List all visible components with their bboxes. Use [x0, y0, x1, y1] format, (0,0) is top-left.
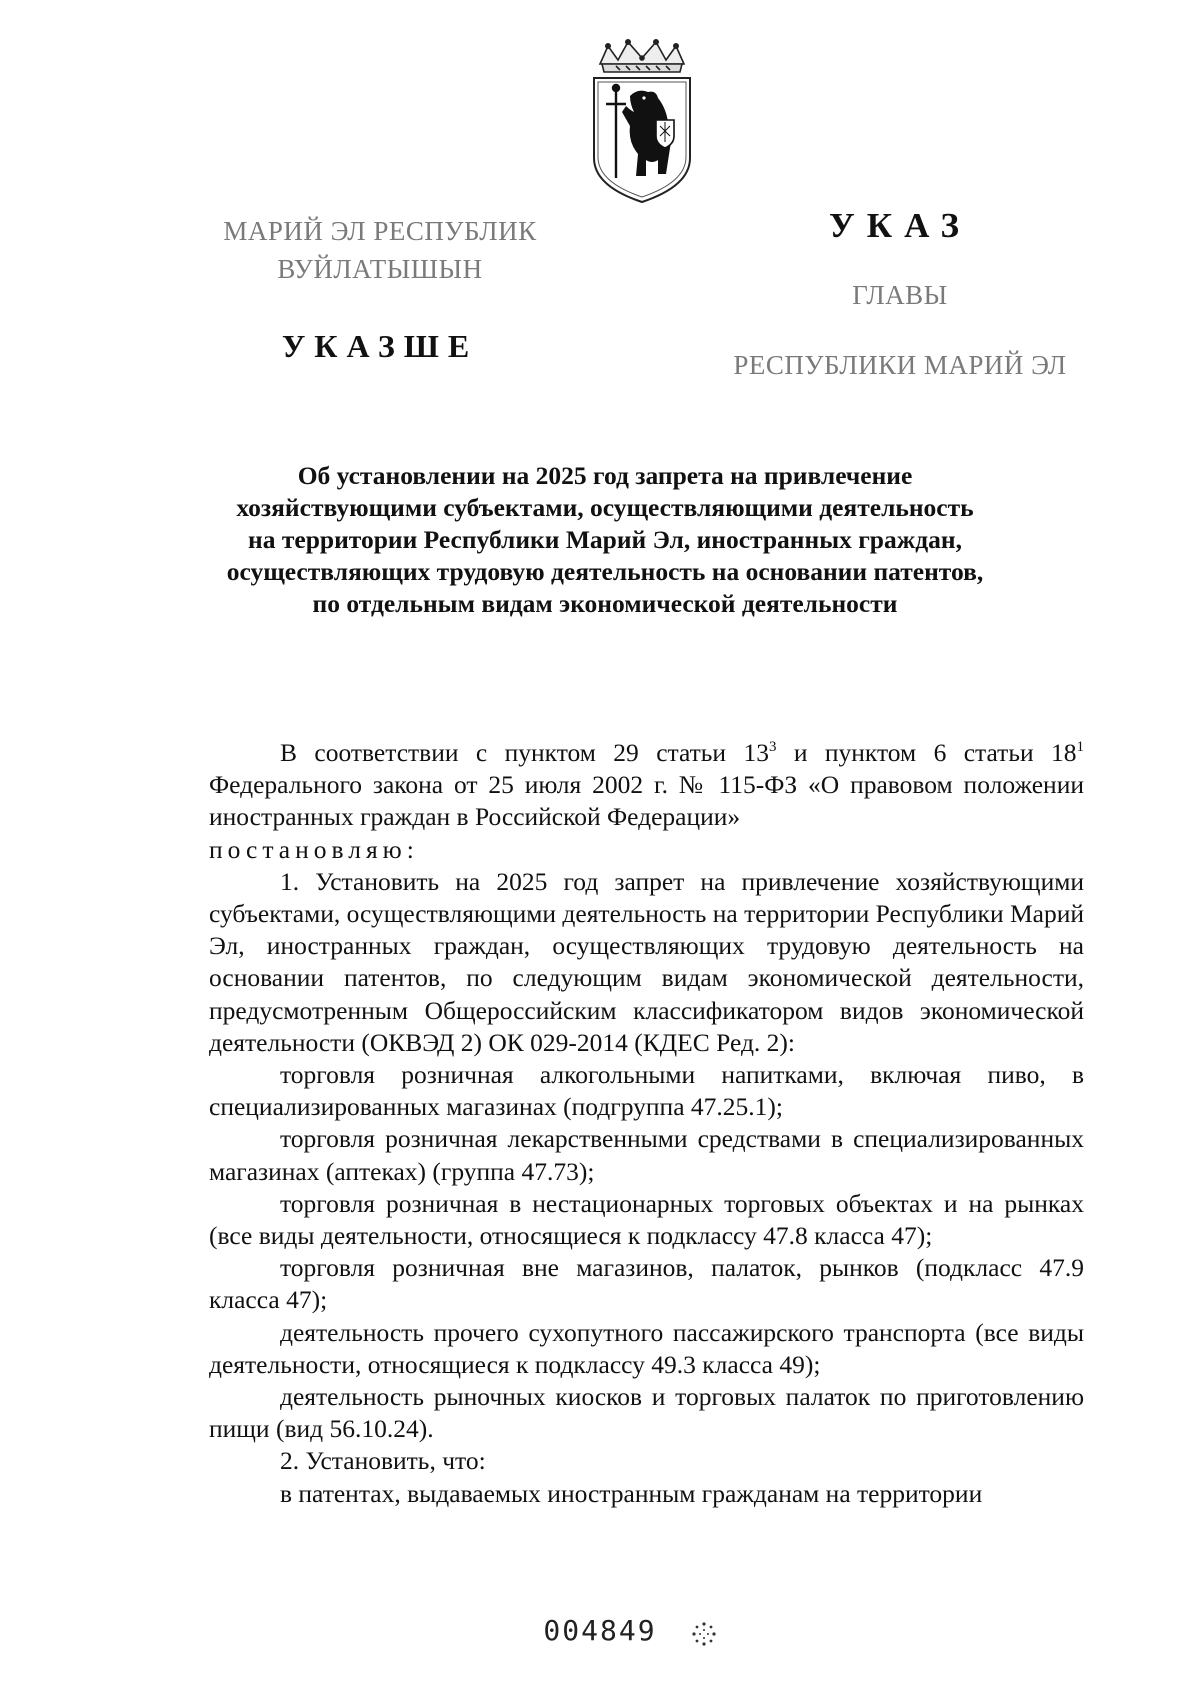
preamble-text-b: и пунктом 6 статьи 18 — [776, 738, 1077, 767]
title-line: осуществляющих трудовую деятельность на основании патентов, — [226, 557, 984, 586]
list-item: торговля розничная алкогольными напитками, включая пиво, в специализированных магазинах (подгруппа 47.25.1); — [209, 1060, 1084, 1122]
title-line: на территории Республики Марий Эл, иностранных граждан, — [248, 525, 962, 554]
document-title — [170, 460, 1040, 620]
org-name-russian-line1: ГЛАВЫ — [852, 280, 948, 310]
header-left — [180, 212, 580, 365]
org-name-russian-line2: РЕСПУБЛИКИ МАРИЙ ЭЛ — [733, 350, 1067, 380]
list-item: торговля розничная вне магазинов, палаток, рынков (подкласс 47.9 класса 47); — [209, 1253, 1084, 1315]
list-item: торговля розничная в нестационарных торговых объектах и на рынках (все виды деятельности, относящиеся к подклассу 47.8 класса 47); — [209, 1188, 1084, 1251]
title-line: по отдельным видам экономической деятельности — [312, 589, 898, 618]
title-line: Об установлении на 2025 год запрета на привлечение — [297, 461, 913, 490]
preamble-paragraph — [209, 737, 1084, 834]
doctype-russian: УКАЗ — [829, 206, 971, 245]
preamble-text-c: Федерального закона от 25 июля 2002 г. № 115-ФЗ «О правовом положении иностранных граждан в Российской Федерации» — [209, 770, 1084, 832]
serial-number: 004849 — [543, 1614, 657, 1647]
continuation-paragraph: в патентах, выдаваемых иностранным гражданам на территории — [280, 1478, 983, 1508]
coat-of-arms-icon — [586, 38, 698, 206]
preamble-text-a: В соответствии с пунктом 29 статьи 13 — [280, 738, 769, 767]
superscript: 3 — [768, 739, 777, 755]
clause-1-paragraph: 1. Установить на 2025 год запрет на привлечение хозяйствующими субъектами, осуществляющими деятельность на территории Республики Марий Эл, иностранных граждан, осуществляющих трудовую деятельность на основании патентов, по следующим видам экономической деятельности, предусмотренным Общероссийским классификатором видов экономической деятельности (ОКВЭД 2) ОК 029-2014 (КДЕС Ред. 2): — [209, 866, 1085, 1057]
list-item: деятельность рыночных киосков и торговых палаток по приготовлению пищи (вид 56.10.24). — [209, 1382, 1084, 1444]
header-right — [690, 206, 1110, 386]
org-name-mari-line2: ВУЙЛАТЫШЫН — [277, 254, 483, 284]
list-item: торговля розничная лекарственными средствами в специализированных магазинах (аптеках) (группа 47.73); — [209, 1124, 1084, 1186]
title-line: хозяйствующими субъектами, осуществляющими деятельность — [236, 493, 974, 522]
doctype-mari: УКАЗШЕ — [281, 328, 479, 364]
superscript: 1 — [1076, 739, 1084, 755]
asterisk-stamp-icon — [690, 1620, 718, 1648]
list-item: деятельность прочего сухопутного пассажирского транспорта (все виды деятельности, относящиеся к подклассу 49.3 класса 49); — [209, 1317, 1084, 1379]
document-body — [209, 737, 1084, 1510]
decree-word-text: постановляю: — [209, 834, 419, 864]
org-name-mari-line1: МАРИЙ ЭЛ РЕСПУБЛИК — [223, 216, 537, 246]
decree-word — [209, 834, 1084, 866]
clause-2-paragraph: 2. Установить, что: — [280, 1446, 486, 1476]
